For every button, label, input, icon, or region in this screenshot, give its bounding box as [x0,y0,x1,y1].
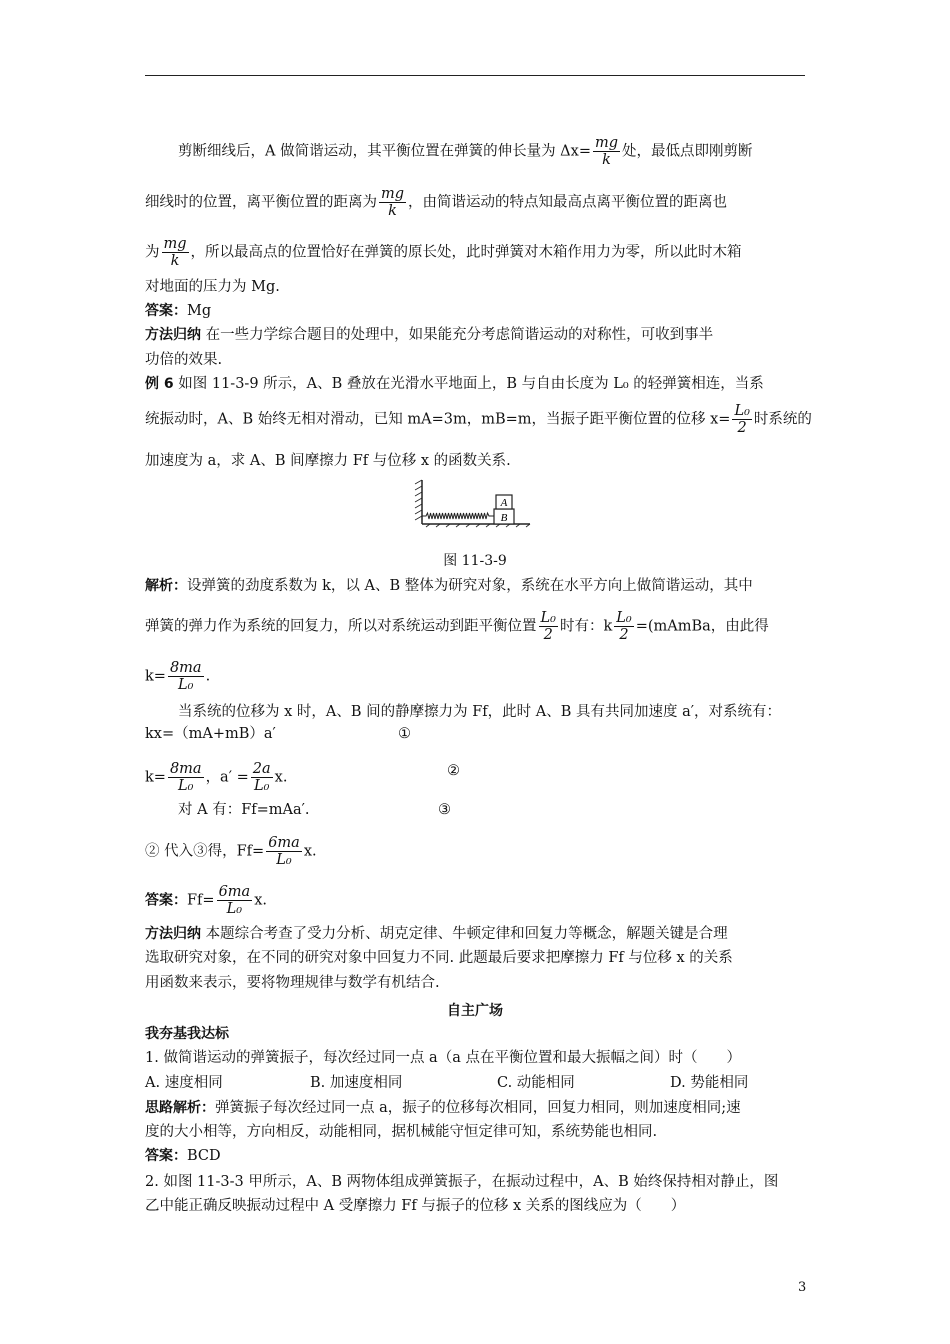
option-a: A. 速度相同 [145,1075,223,1091]
fraction: $\frac{mg}{k}$ [163,236,187,269]
circled-one: ① [398,726,411,742]
fraction: $\frac{6ma}{\text{L₀}}$ [218,884,251,917]
option-b: B. 加速度相同 [310,1075,403,1091]
answer-line: 答案：Ff= $\frac{6ma}{\text{L₀}}$ x. [145,884,267,917]
hint-line: 思路解析：弹簧振子每次经过同一点 a，振子的位移每次相同，回复力相同，则加速度相同;速 [145,1100,741,1116]
solution-line: 弹簧的弹力作为系统的回复力，所以对系统运动到距平衡位置 $\frac{\text{L₀}}{2}$ 时有：k $\frac{\text{L₀}}{2}$ =(mAmBa，由此得 [145,610,769,643]
wall-hatching [415,480,422,520]
solution-line: 解析：设弹簧的劲度系数为 k，以 A、B 整体为研究对象，系统在水平方向上做简谐运动，其中 [145,578,753,594]
fraction: $\frac{6ma}{\text{L₀}}$ [268,835,300,868]
hint-line: 度的大小相等，方向相反，动能相同，据机械能守恒定律可知，系统势能也相同. [145,1124,658,1140]
fraction: $\frac{\text{L₀}}{2}$ [540,610,556,643]
fraction: $\frac{\text{L₀}}{2}$ [616,610,632,643]
spring-figure [412,478,534,528]
para-line: 剪断细线后，A 做简谐运动，其平衡位置在弹簧的伸长量为 Δx= $\frac{mg}{k}$ 处，最低点即刚剪断 [178,135,753,168]
fraction: $\frac{mg}{k}$ [595,135,619,168]
answer-line: 答案：Mg [145,303,212,319]
example-line: 统振动时，A、B 始终无相对滑动，已知 mA=3m，mB=m，当振子距平衡位置的位移 x= $\frac{\text{L₀}}{2}$ 时系统的 [145,403,812,436]
answer-line: 答案：BCD [145,1148,221,1164]
circled-three: ③ [438,802,451,818]
figure-caption: 图 11-3-9 [443,553,507,569]
solution-line: 对 A 有：Ff=mAa′. [178,802,310,818]
block-a-label: A [500,497,508,509]
solution-line: 当系统的位移为 x 时，A、B 间的静摩擦力为 Ff，此时 A、B 具有共同加速度 a′，对系统有： [178,704,782,720]
para-line: 细线时的位置，离平衡位置的距离为 $\frac{mg}{k}$ ，由简谐运动的特点知最高点离平衡位置的距离也 [145,186,728,219]
fraction: $\frac{mg}{k}$ [381,186,405,219]
question-stem: 2. 如图 11-3-3 甲所示，A、B 两物体组成弹簧振子，在振动过程中，A、B 始终保持相对静止，图 [145,1174,779,1190]
fraction: $\frac{8ma}{\text{L₀}}$ [169,660,202,693]
method-line: 方法归纳 本题综合考查了受力分析、胡克定律、牛顿定律和回复力等概念，解题关键是合理 [145,926,728,942]
para-line: 为 $\frac{mg}{k}$ ，所以最高点的位置恰好在弹簧的原长处，此时弹簧对木箱作用力为零，所以此时木箱 [145,236,742,269]
method-line: 功倍的效果. [145,352,223,368]
fraction: $\frac{2a}{\text{L₀}}$ [252,761,271,794]
fraction: $\frac{8ma}{\text{L₀}}$ [169,761,202,794]
solution-line: k= $\frac{8ma}{\text{L₀}}$ ，a′ = $\frac{2a}{\text{L₀}}$ x. [145,761,288,794]
question-stem: 1. 做简谐运动的弹簧振子，每次经过同一点 a（a 点在平衡位置和最大振幅之间）时（ ） [145,1050,741,1066]
spring-coil [422,513,494,519]
page-number: 3 [798,1280,807,1295]
para-line: 对地面的压力为 Mg. [145,279,280,295]
question-stem: 乙中能正确反映振动过程中 A 受摩擦力 Ff 与振子的位移 x 关系的图线应为（ ） [145,1198,686,1214]
example-line: 例 6 如图 11-3-9 所示，A、B 叠放在光滑水平地面上，B 与自由长度为 L₀ 的轻弹簧相连，当系 [145,376,764,392]
example-line: 加速度为 a，求 A、B 间摩擦力 Ff 与位移 x 的函数关系. [145,453,511,469]
method-line: 用函数来表示，要将物理规律与数学有机结合. [145,975,440,991]
solution-line: ② 代入③得，Ff= $\frac{6ma}{\text{L₀}}$ x. [145,835,317,868]
method-line: 方法归纳 在一些力学综合题目的处理中，如果能充分考虑简谐运动的对称性，可收到事半 [145,327,714,343]
header-rule [145,75,805,76]
subsection-heading: 我夯基我达标 [145,1026,229,1042]
solution-line: kx=（mA+mB）a′ [145,726,276,742]
option-d: D. 势能相同 [670,1075,749,1091]
circled-two: ② [447,763,460,779]
block-b-label: B [500,512,508,524]
option-c: C. 动能相同 [497,1075,575,1091]
solution-line: k= $\frac{8ma}{\text{L₀}}$ . [145,660,211,693]
fraction: $\frac{\text{L₀}}{2}$ [734,403,750,436]
section-heading: 自主广场 [447,1003,503,1019]
method-line: 选取研究对象，在不同的研究对象中回复力不同. 此题最后要求把摩擦力 Ff 与位移 x 的关系 [145,950,733,966]
